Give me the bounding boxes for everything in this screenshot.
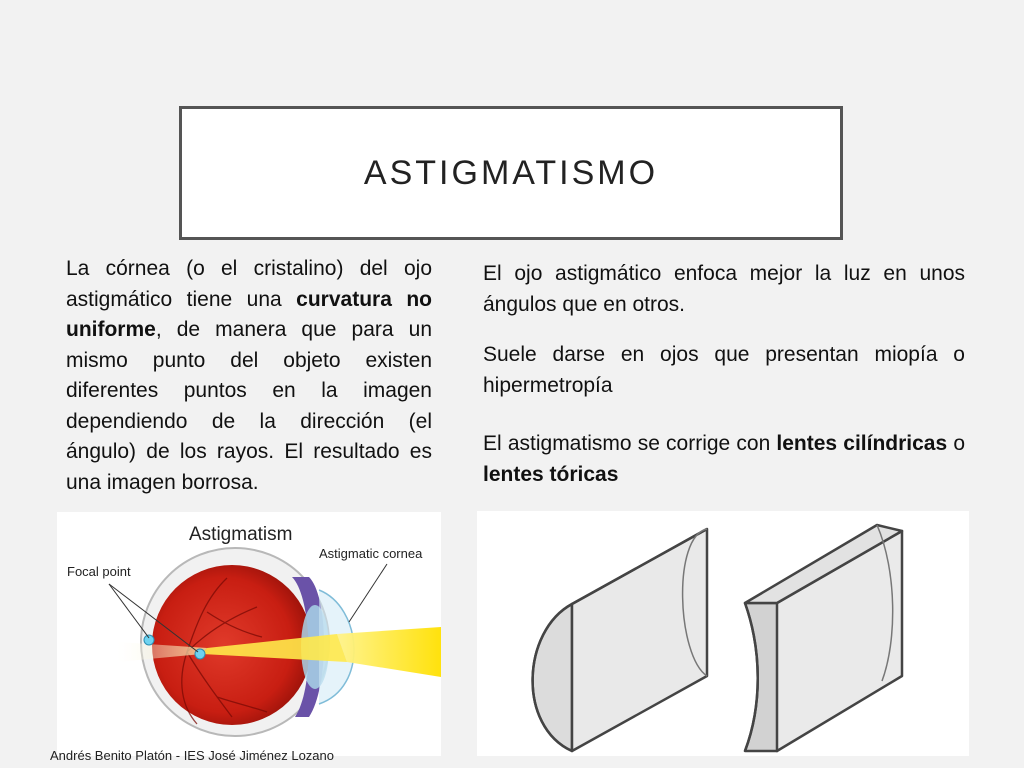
focal-point-1 — [144, 635, 154, 645]
right-paragraph-1: El ojo astigmático enfoca mejor la luz en unos ángulos que en otros. — [483, 262, 965, 316]
title-box — [179, 106, 843, 240]
left-text-1: La córnea (o el cristalino) del ojo astigmático tiene una — [66, 257, 432, 311]
left-paragraph — [66, 254, 432, 498]
right-column — [483, 259, 965, 490]
light-beam-outside — [337, 627, 441, 677]
focal-pointer-line-1 — [109, 584, 149, 638]
right-paragraph-3 — [483, 429, 965, 490]
slide-title: ASTIGMATISMO — [363, 153, 659, 192]
footer-credit: Andrés Benito Platón - IES José Jiménez Lozano — [50, 748, 334, 763]
right-paragraph-2: Suele darse en ojos que presentan miopía o hipermetropía — [483, 343, 965, 397]
p3-bold-cylindrical: lentes cilíndricas — [776, 432, 948, 455]
cornea-pointer-line — [349, 564, 387, 622]
p3-text-1: El astigmatismo se corrige con — [483, 432, 777, 455]
cylindrical-lenses-image — [477, 511, 969, 756]
concave-cylindrical-lens — [745, 525, 902, 751]
p3-bold-toric: lentes tóricas — [483, 462, 619, 486]
eye-diagram-title: Astigmatism — [189, 524, 293, 545]
label-astigmatic-cornea: Astigmatic cornea — [319, 546, 423, 561]
left-text-2: , de manera que para un mismo punto del objeto existen diferentes puntos en la imagen dependiendo de la dirección (el ángulo) de los rayos. El resultado es una imagen borrosa. — [66, 318, 432, 494]
p3-text-2: o — [947, 432, 965, 455]
lenses-svg — [477, 511, 969, 756]
convex-cylindrical-lens — [533, 529, 707, 751]
astigmatism-eye-image — [57, 512, 441, 756]
label-focal-point: Focal point — [67, 564, 131, 579]
eye-diagram-svg — [57, 512, 441, 756]
left-bold-curvature: curvatura no uniforme — [66, 287, 432, 341]
